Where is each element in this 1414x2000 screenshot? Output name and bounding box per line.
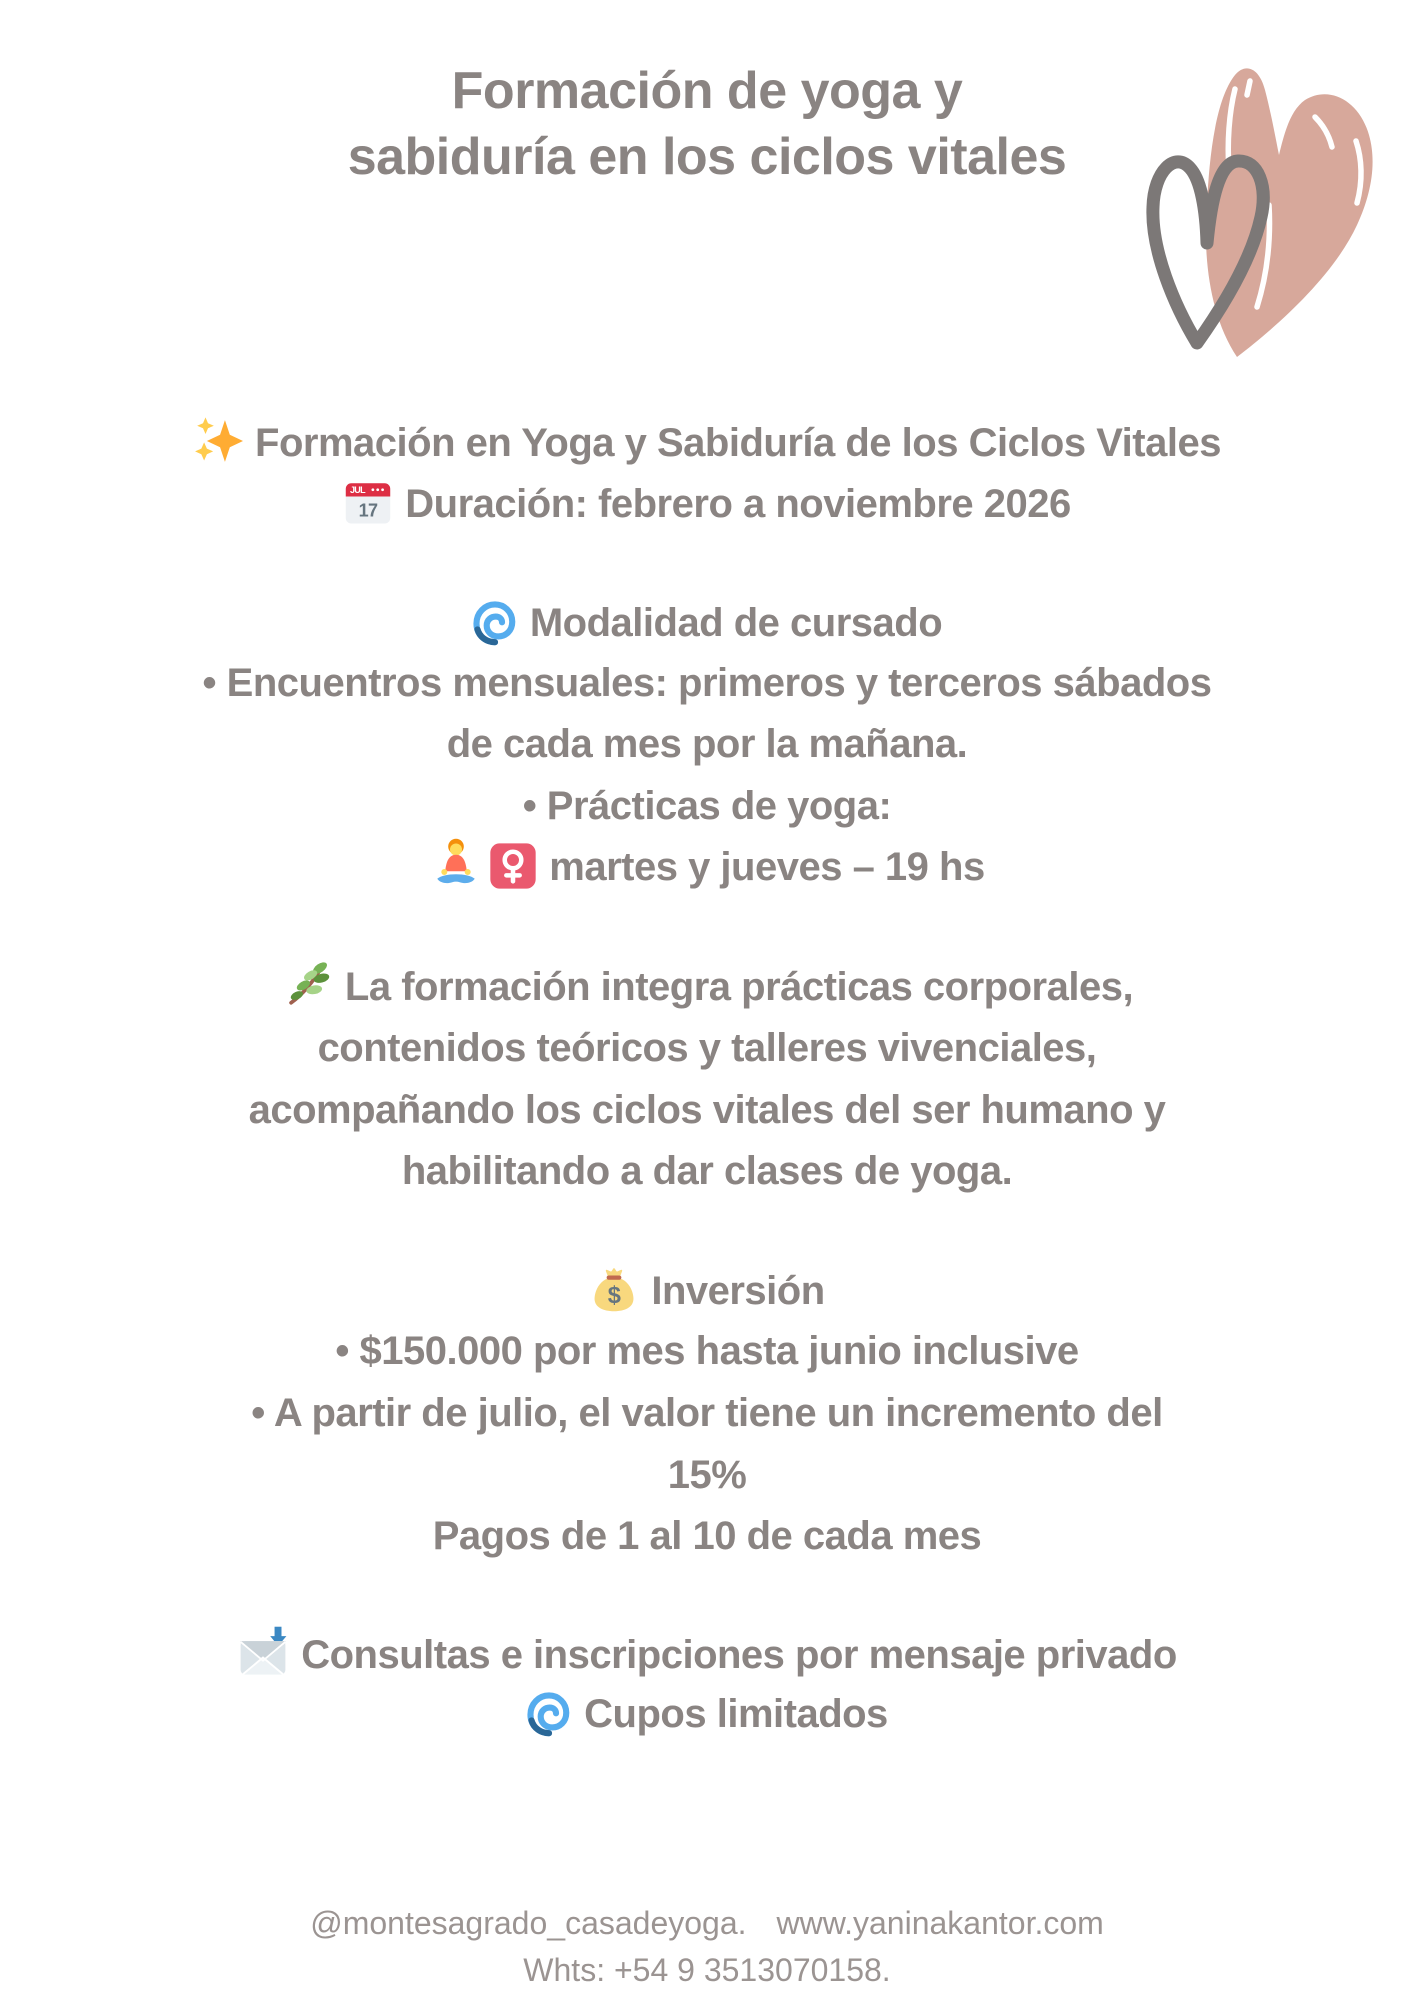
line-pagos: Pagos de 1 al 10 de cada mes	[432, 1514, 982, 1558]
title-line-2: sabiduría en los ciclos vitales	[347, 128, 1067, 186]
consultas-text: Consultas e inscripciones por mensaje privado	[301, 1633, 1177, 1677]
line-consultas	[0, 1625, 1414, 1685]
svg-text:JUL: JUL	[350, 485, 366, 496]
horario-text: martes y jueves – 19 hs	[549, 845, 985, 889]
inversion-heading-text: Inversión	[651, 1269, 825, 1313]
line-practicas: • Prácticas de yoga:	[522, 784, 892, 828]
descripcion-text-1: La formación integra prácticas corporales,	[344, 965, 1134, 1009]
line-modalidad-heading	[0, 593, 1414, 653]
line-descripcion-3: acompañando los ciclos vitales del ser humano y	[248, 1088, 1166, 1132]
line-incremento-2: 15%	[667, 1453, 747, 1497]
line-duracion	[0, 474, 1414, 534]
line-encuentros-2: de cada mes por la mañana.	[446, 722, 968, 766]
footer-line-2	[0, 1952, 1414, 1989]
herb-icon	[281, 958, 333, 1027]
line-incremento-1: • A partir de julio, el valor tiene un incremento del	[251, 1391, 1163, 1435]
footer-website: www.yaninakantor.com	[776, 1905, 1104, 1941]
heart-illustration	[1119, 55, 1389, 375]
cupos-text: Cupos limitados	[584, 1692, 888, 1736]
footer-line-1	[0, 1905, 1414, 1942]
duracion-text: Duración: febrero a noviembre 2026	[405, 482, 1071, 526]
line-cupos	[0, 1684, 1414, 1744]
footer-whatsapp: Whts: +54 9 3513070158.	[523, 1952, 891, 1988]
line-encuentros-1: • Encuentros mensuales: primeros y terceros sábados	[202, 661, 1212, 705]
formacion-text: Formación en Yoga y Sabiduría de los Ciclos Vitales	[255, 421, 1221, 465]
pink-heart-icon	[1206, 68, 1373, 357]
line-formacion	[0, 413, 1414, 473]
lotus-person-icon	[429, 836, 483, 907]
line-inversion-heading	[0, 1261, 1414, 1321]
footer-instagram: @montesagrado_casadeyoga.	[310, 1905, 747, 1941]
sparkles-icon	[193, 416, 243, 483]
line-descripcion-2: contenidos teóricos y talleres vivenciales,	[317, 1026, 1097, 1070]
hearts-icon	[1119, 55, 1389, 375]
svg-text:$: $	[608, 1282, 621, 1309]
line-horario	[0, 836, 1414, 896]
line-descripcion-4: habilitando a dar clases de yoga.	[401, 1149, 1013, 1193]
svg-text:17: 17	[358, 500, 378, 521]
cyclone-icon	[526, 1691, 572, 1754]
modalidad-heading-text: Modalidad de cursado	[529, 601, 943, 645]
line-precio: • $150.000 por mes hasta junio inclusive	[335, 1329, 1079, 1373]
title-line-1: Formación de yoga y	[451, 62, 963, 120]
female-sign-icon	[489, 842, 537, 907]
line-descripcion-1	[0, 957, 1414, 1017]
calendar-icon	[343, 477, 393, 544]
